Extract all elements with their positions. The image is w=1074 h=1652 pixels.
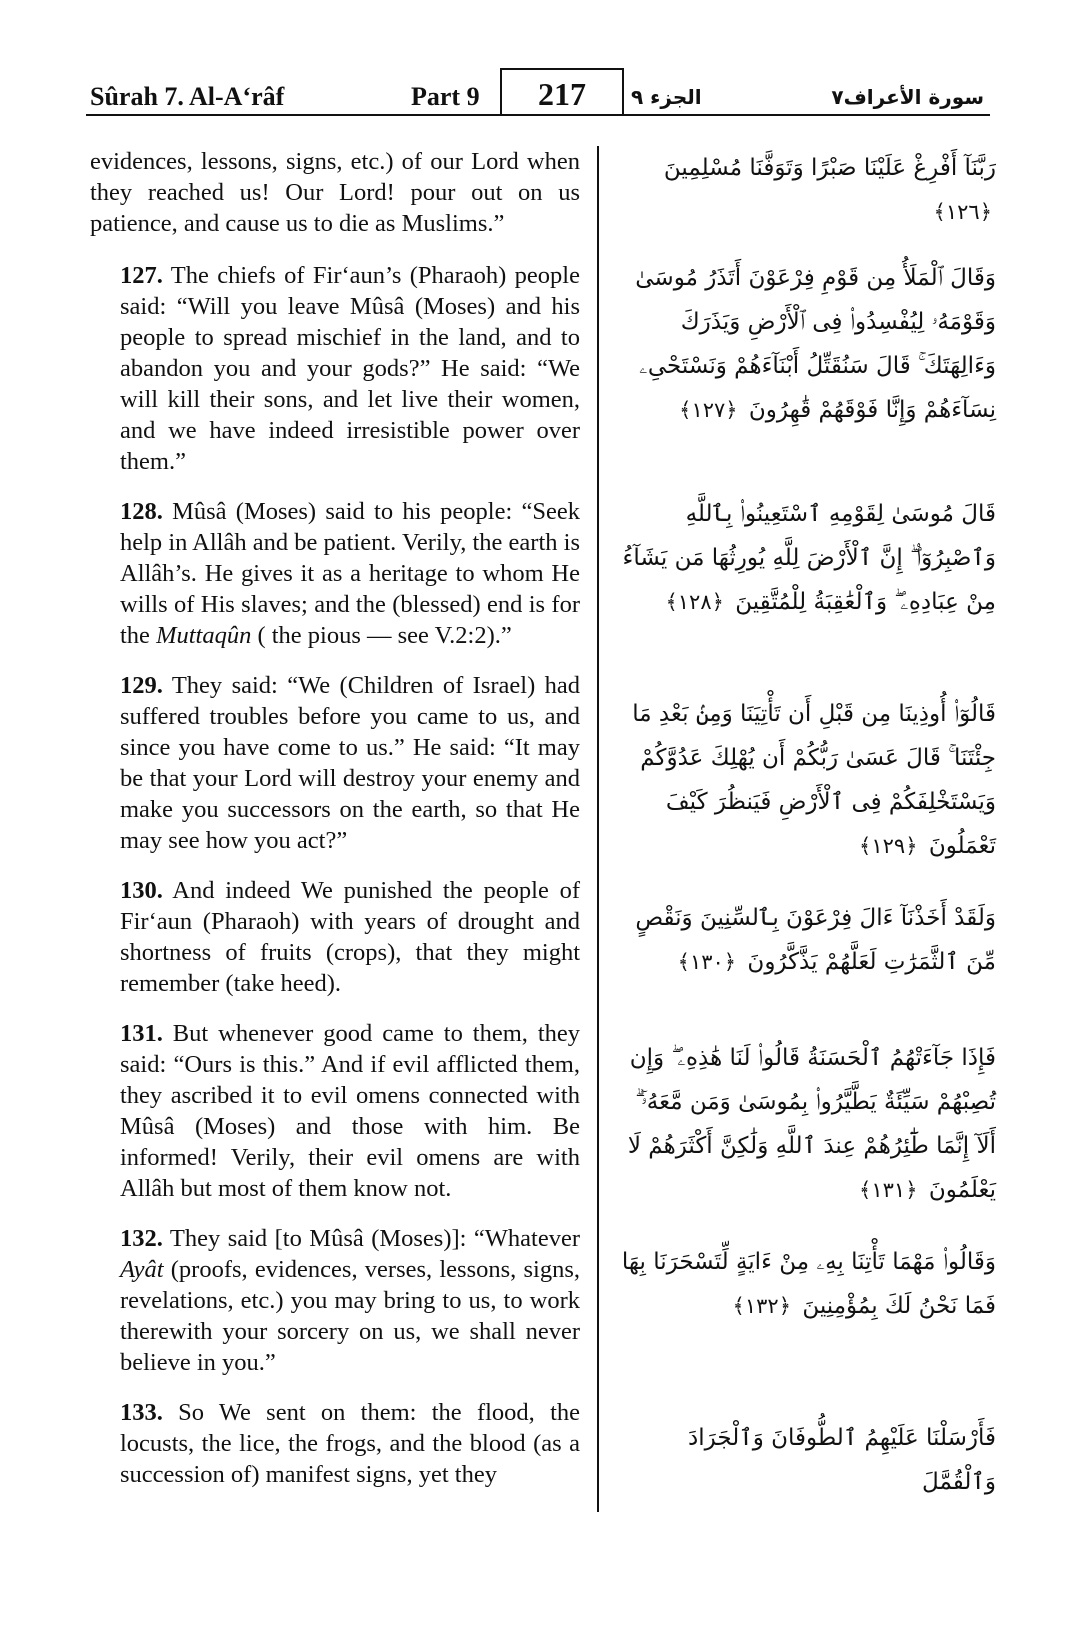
verse-text: The chiefs of Fir‘aun’s (Pharaoh) people said: “Will you leave Mûsâ (Moses) and his people to spread mischief in the land, and to abandon you and your gods?” He said: “We will kill their sons, and let live their women, and we have indeed irresistible power over them.” bbox=[120, 262, 580, 475]
arabic-text: قَالُوٓا۟ أُوذِينَا مِن قَبْلِ أَن تَأْتِيَنَا وَمِنۢ بَعْدِ مَا جِئْتَنَا ۚ قَالَ عَسَىٰ رَبُّكُمْ أَن يُهْلِكَ عَدُوَّكُمْ وَيَسْتَخْلِفَكُمْ فِى ٱلْأَرْضِ فَيَنظُرَ كَيْفَ تَعْمَلُونَ bbox=[632, 701, 996, 859]
verse-text: They said: “We (Children of Israel) had suffered troubles before you came to us, and since you have come to us.” He said: “It may be that your Lord will destroy your enemy and make you successors on the earth, so that He may see how you act?” bbox=[120, 672, 580, 854]
surah-title: Sûrah 7. Al-A‘râf bbox=[90, 82, 285, 111]
arabic-text: فَأَرْسَلْنَا عَلَيْهِمُ ٱلطُّوفَانَ وَٱلْجَرَادَ وَٱلْقُمَّلَ bbox=[688, 1425, 996, 1495]
arabic-text: وَقَالَ ٱلْمَلَأُ مِن قَوْمِ فِرْعَوْنَ أَتَذَرُ مُوسَىٰ وَقَوْمَهُۥ لِيُفْسِدُوا۟ فِى ٱلْأَرْضِ وَيَذَرَكَ وَءَالِهَتَكَ ۚ قَالَ سَنُقَتِّلُ أَبْنَآءَهُمْ وَنَسْتَحْىِۦ نِسَآءَهُمْ وَإِنَّا فَوْقَهُمْ قَٰهِرُونَ bbox=[635, 265, 996, 423]
verse-number: 132. bbox=[120, 1225, 163, 1252]
verse-text: And indeed We punished the people of Fir‘aun (Pharaoh) with years of drought and shortness of fruits (crops), that they might remember (take heed). bbox=[120, 877, 580, 997]
juz-label-arabic: الجزء ٩ bbox=[631, 85, 702, 109]
verse-number: 127. bbox=[120, 262, 163, 289]
italic-term: Ayât bbox=[120, 1256, 164, 1283]
ayah-number-mark: ﴿١٢٧﴾ bbox=[679, 398, 738, 422]
arabic-verse-128 bbox=[612, 492, 996, 624]
ayah-number-mark: ﴿١٢٨﴾ bbox=[665, 590, 724, 614]
verse-number: 128. bbox=[120, 498, 163, 525]
ayah-number-mark: ﴿١٣٢﴾ bbox=[732, 1294, 792, 1318]
arabic-text: وَلَقَدْ أَخَذْنَآ ءَالَ فِرْعَوْنَ بِٱلسِّنِينَ وَنَقْصٍ مِّنَ ٱلثَّمَرَٰتِ لَعَلَّهُمْ يَذَّكَّرُونَ bbox=[635, 905, 996, 975]
ayah-number-mark: ﴿١٢٩﴾ bbox=[859, 834, 918, 858]
english-translation-column bbox=[90, 146, 580, 1509]
verse-text: Mûsâ (Moses) said to his people: “Seek help in Allâh and be patient. Verily, the earth is Allâh’s. He gives it as a heritage to whom He wills of His slaves; and the (blessed) end is for the bbox=[120, 498, 580, 649]
verse-131 bbox=[90, 1018, 580, 1204]
arabic-text: رَبَّنَآ أَفْرِغْ عَلَيْنَا صَبْرًا وَتَوَفَّنَا مُسْلِمِينَ bbox=[663, 155, 996, 181]
arabic-verse-132 bbox=[612, 1240, 996, 1328]
verse-130 bbox=[90, 875, 580, 999]
arabic-verse-129 bbox=[612, 692, 996, 868]
verse-number: 129. bbox=[120, 672, 163, 699]
verse-128 bbox=[90, 496, 580, 651]
ayah-number-mark: ﴿١٣١﴾ bbox=[859, 1178, 918, 1202]
part-label: Part 9 bbox=[411, 82, 480, 111]
arabic-verse-133 bbox=[612, 1416, 996, 1504]
verse-127 bbox=[90, 260, 580, 477]
verse-text: evidences, lessons, signs, etc.) of our Lord when they reached us! Our Lord! pour out on us patience, and cause us to die as Muslims.” bbox=[90, 148, 580, 237]
ayah-number-mark: ﴿١٣٠﴾ bbox=[677, 950, 737, 974]
verse-text: (proofs, evidences, verses, lessons, signs, revelations, etc.) you may bring to us, to work therewith your sorcery on us, we shall never believe in you.” bbox=[120, 1256, 580, 1376]
arabic-verse-126 bbox=[612, 146, 996, 234]
italic-term: Muttaqûn bbox=[156, 622, 252, 649]
arabic-verse-131 bbox=[612, 1036, 996, 1212]
verse-number: 130. bbox=[120, 877, 163, 904]
arabic-verse-130 bbox=[612, 896, 996, 984]
verse-text: But whenever good came to them, they said: “Ours is this.” And if evil afflicted them, they ascribed it to evil omens connected with Mûsâ (Moses) and those with him. Be informed! Verily, their evil omens are with Allâh but most of them know not. bbox=[120, 1020, 580, 1202]
verse-126-continuation bbox=[90, 146, 580, 239]
verse-text: They said [to Mûsâ (Moses)]: “Whatever bbox=[162, 1225, 580, 1252]
verse-132 bbox=[90, 1223, 580, 1378]
arabic-text: فَإِذَا جَآءَتْهُمُ ٱلْحَسَنَةُ قَالُوا۟ لَنَا هَٰذِهِۦ ۖ وَإِن تُصِبْهُمْ سَيِّئَةٌ يَطَّيَّرُوا۟ بِمُوسَىٰ وَمَن مَّعَهُۥٓ ۗ أَلَآ إِنَّمَا طَٰٓئِرُهُمْ عِندَ ٱللَّهِ وَلَٰكِنَّ أَكْثَرَهُمْ لَا يَعْلَمُونَ bbox=[627, 1045, 996, 1203]
column-divider bbox=[597, 146, 599, 1512]
verse-text: So We sent on them: the flood, the locusts, the lice, the frogs, and the blood (as a succession of) manifest signs, yet they bbox=[120, 1399, 580, 1488]
arabic-text: وَقَالُوا۟ مَهْمَا تَأْتِنَا بِهِۦ مِنْ ءَايَةٍ لِّتَسْحَرَنَا بِهَا فَمَا نَحْنُ لَكَ بِمُؤْمِنِينَ bbox=[621, 1249, 996, 1319]
verse-number: 131. bbox=[120, 1020, 163, 1047]
verse-129 bbox=[90, 670, 580, 856]
surah-title-arabic: سورة الأعراف٧ bbox=[831, 85, 984, 109]
header-rule bbox=[86, 114, 990, 116]
verse-133 bbox=[90, 1397, 580, 1490]
arabic-text: قَالَ مُوسَىٰ لِقَوْمِهِ ٱسْتَعِينُوا۟ بِٱللَّهِ وَٱصْبِرُوٓا۟ ۖ إِنَّ ٱلْأَرْضَ لِلَّهِ يُورِثُهَا مَن يَشَآءُ مِنْ عِبَادِهِۦ ۖ وَٱلْعَٰقِبَةُ لِلْمُتَّقِينَ bbox=[622, 501, 996, 615]
page-number: 217 bbox=[500, 68, 624, 114]
arabic-verse-127 bbox=[612, 256, 996, 432]
page-header bbox=[86, 66, 988, 118]
verse-number: 133. bbox=[120, 1399, 163, 1426]
verse-text: ( the pious — see V.2:2).” bbox=[251, 622, 512, 649]
ayah-number-mark: ﴿١٢٦﴾ bbox=[933, 200, 992, 224]
